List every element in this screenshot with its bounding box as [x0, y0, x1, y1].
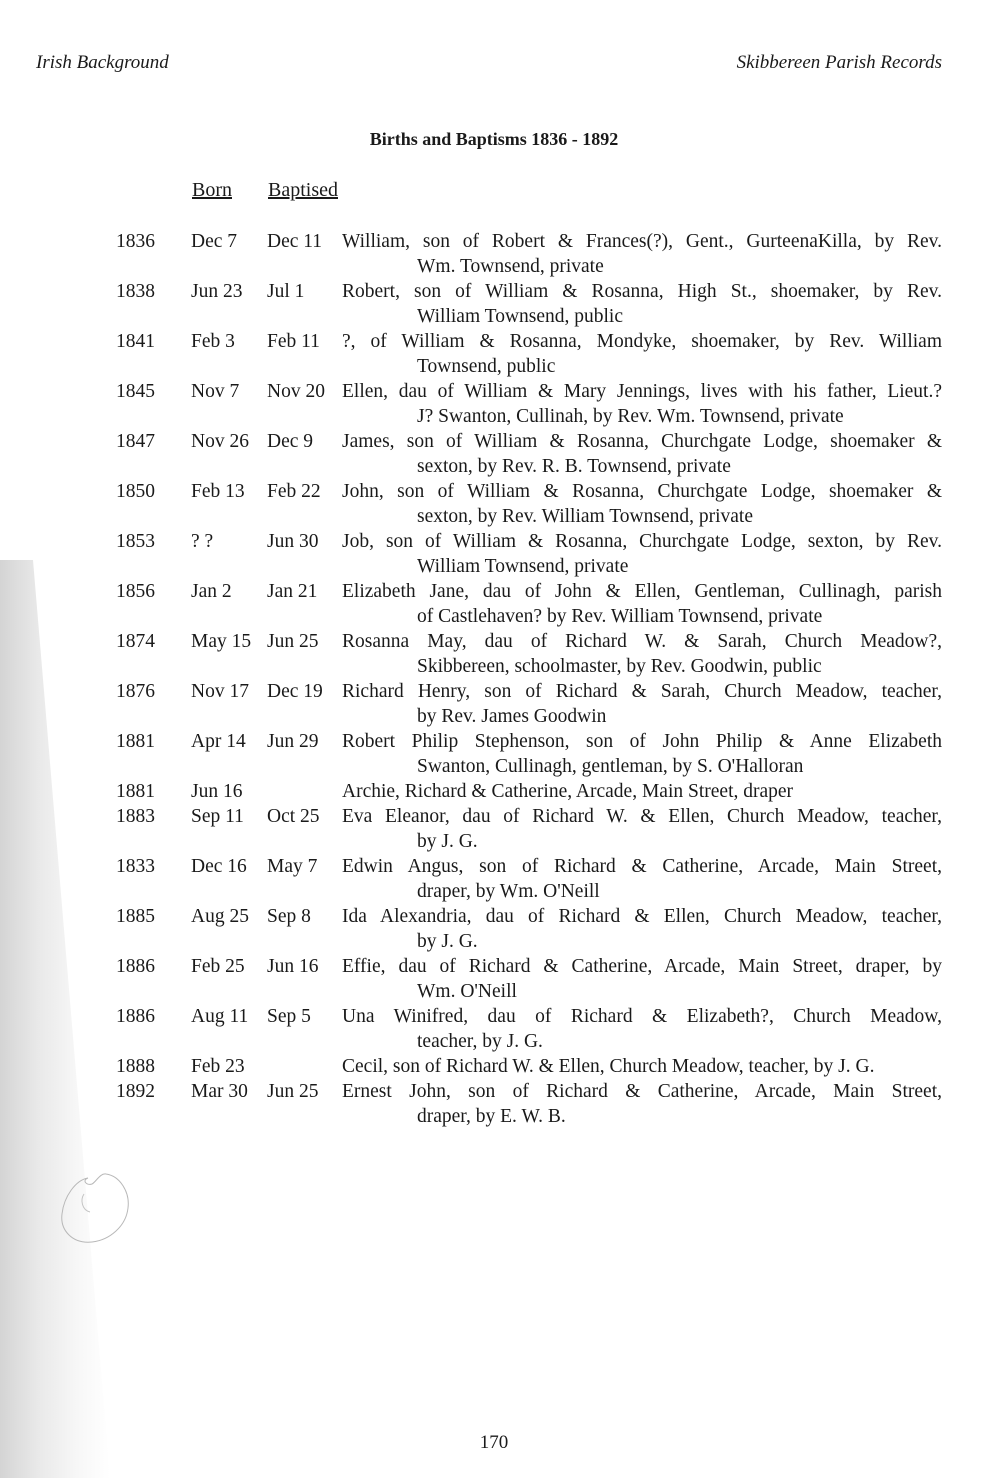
- record-description: [342, 529, 942, 579]
- record-description-line: James, son of William & Rosanna, Churchgate Lodge, shoemaker &: [342, 431, 942, 452]
- record-description-line: Robert, son of William & Rosanna, High St., shoemaker, by Rev.: [342, 281, 942, 302]
- record-row: [0, 229, 988, 279]
- record-description-line: John, son of William & Rosanna, Churchgate Lodge, shoemaker &: [342, 481, 942, 502]
- record-description-line: Archie, Richard & Catherine, Arcade, Main Street, draper: [342, 781, 794, 802]
- record-row: [0, 854, 988, 904]
- record-baptised-date: Jun 25: [267, 631, 319, 652]
- record-description-line: Ida Alexandria, dau of Richard & Ellen, Church Meadow, teacher,: [342, 906, 942, 927]
- record-year: 1883: [116, 806, 155, 827]
- record-description-continuation: Wm. Townsend, private: [417, 256, 604, 277]
- record-description: [342, 579, 942, 629]
- record-description-line: Ellen, dau of William & Mary Jennings, lives with his father, Lieut.?: [342, 381, 942, 402]
- record-description-line: Cecil, son of Richard W. & Ellen, Church Meadow, teacher, by J. G.: [342, 1056, 875, 1077]
- record-description-continuation: Townsend, public: [417, 356, 556, 377]
- record-description-line: Job, son of William & Rosanna, Churchgate Lodge, sexton, by Rev.: [342, 531, 942, 552]
- page-number: 170: [479, 1432, 509, 1453]
- record-year: 1833: [116, 856, 155, 877]
- record-description-continuation: J? Swanton, Cullinah, by Rev. Wm. Townsend, private: [417, 406, 844, 427]
- record-description: [342, 729, 942, 779]
- record-description-line: Rosanna May, dau of Richard W. & Sarah, Church Meadow?,: [342, 631, 942, 652]
- column-header-born: Born: [192, 179, 232, 201]
- record-born-date: Feb 13: [191, 481, 245, 502]
- record-description: [342, 779, 942, 804]
- record-description: [342, 229, 942, 279]
- record-born-date: Sep 11: [191, 806, 244, 827]
- record-row: [0, 729, 988, 779]
- record-born-date: Feb 3: [191, 331, 235, 352]
- record-baptised-date: Sep 8: [267, 906, 311, 927]
- record-baptised-date: Jun 16: [267, 956, 319, 977]
- record-description-line: Robert Philip Stephenson, son of John Philip & Anne Elizabeth: [342, 731, 942, 752]
- records-list: [0, 229, 988, 1129]
- record-description: [342, 679, 942, 729]
- record-description: [342, 1054, 942, 1079]
- record-baptised-date: Jan 21: [267, 581, 318, 602]
- record-born-date: Nov 26: [191, 431, 249, 452]
- record-baptised-date: Jun 29: [267, 731, 319, 752]
- record-year: 1881: [116, 781, 155, 802]
- record-year: 1853: [116, 531, 155, 552]
- record-description-continuation: by J. G.: [417, 931, 478, 952]
- record-born-date: Jan 2: [191, 581, 232, 602]
- record-row: [0, 379, 988, 429]
- record-row: [0, 1054, 988, 1079]
- record-description: [342, 954, 942, 1004]
- record-year: 1874: [116, 631, 155, 652]
- header-right: Skibbereen Parish Records: [736, 52, 942, 73]
- record-row: [0, 429, 988, 479]
- record-description: [342, 629, 942, 679]
- record-year: 1885: [116, 906, 155, 927]
- record-year: 1886: [116, 1006, 155, 1027]
- record-born-date: Aug 25: [191, 906, 249, 927]
- record-baptised-date: Dec 19: [267, 681, 323, 702]
- record-row: [0, 629, 988, 679]
- record-description-continuation: draper, by Wm. O'Neill: [417, 881, 600, 902]
- record-description-continuation: teacher, by J. G.: [417, 1031, 543, 1052]
- record-description: [342, 329, 942, 379]
- record-year: 1881: [116, 731, 155, 752]
- record-description-continuation: by J. G.: [417, 831, 478, 852]
- record-baptised-date: Oct 25: [267, 806, 320, 827]
- record-baptised-date: Jun 25: [267, 1081, 319, 1102]
- record-description-line: Una Winifred, dau of Richard & Elizabeth?, Church Meadow,: [342, 1006, 942, 1027]
- record-row: [0, 279, 988, 329]
- record-baptised-date: Dec 11: [267, 231, 323, 252]
- record-baptised-date: May 7: [267, 856, 318, 877]
- record-baptised-date: Jul 1: [267, 281, 305, 302]
- record-year: 1892: [116, 1081, 155, 1102]
- record-description-continuation: William Townsend, private: [417, 556, 629, 577]
- record-description-continuation: Skibbereen, schoolmaster, by Rev. Goodwin, public: [417, 656, 822, 677]
- record-year: 1836: [116, 231, 155, 252]
- record-year: 1876: [116, 681, 155, 702]
- record-born-date: Jun 23: [191, 281, 243, 302]
- record-born-date: Dec 7: [191, 231, 238, 252]
- record-year: 1886: [116, 956, 155, 977]
- record-year: 1838: [116, 281, 155, 302]
- record-description-line: Eva Eleanor, dau of Richard W. & Ellen, Church Meadow, teacher,: [342, 806, 942, 827]
- record-year: 1888: [116, 1056, 155, 1077]
- record-description: [342, 279, 942, 329]
- header-left: Irish Background: [36, 52, 169, 73]
- record-description-continuation: Wm. O'Neill: [417, 981, 517, 1002]
- paper-stain-mark: [58, 1170, 132, 1248]
- record-row: [0, 329, 988, 379]
- record-born-date: Aug 11: [191, 1006, 249, 1027]
- record-description: [342, 429, 942, 479]
- record-born-date: May 15: [191, 631, 252, 652]
- record-born-date: Mar 30: [191, 1081, 248, 1102]
- column-header-baptised: Baptised: [268, 179, 338, 201]
- record-description-line: Edwin Angus, son of Richard & Catherine, Arcade, Main Street,: [342, 856, 942, 877]
- record-description-line: Elizabeth Jane, dau of John & Ellen, Gentleman, Cullinagh, parish: [342, 581, 942, 602]
- record-description: [342, 1079, 942, 1129]
- record-baptised-date: Nov 20: [267, 381, 325, 402]
- record-born-date: Jun 16: [191, 781, 243, 802]
- record-row: [0, 904, 988, 954]
- record-born-date: Feb 25: [191, 956, 245, 977]
- record-description: [342, 1004, 942, 1054]
- record-row: [0, 954, 988, 1004]
- record-description: [342, 804, 942, 854]
- record-row: [0, 579, 988, 629]
- record-description-line: William, son of Robert & Frances(?), Gent., GurteenaKilla, by Rev.: [342, 231, 942, 252]
- record-baptised-date: Feb 11: [267, 331, 320, 352]
- record-baptised-date: Sep 5: [267, 1006, 311, 1027]
- record-born-date: Dec 16: [191, 856, 247, 877]
- record-description: [342, 379, 942, 429]
- record-description: [342, 904, 942, 954]
- record-born-date: Nov 7: [191, 381, 240, 402]
- record-description-continuation: William Townsend, public: [417, 306, 624, 327]
- record-row: [0, 779, 988, 804]
- record-row: [0, 679, 988, 729]
- record-row: [0, 479, 988, 529]
- record-born-date: Nov 17: [191, 681, 249, 702]
- record-row: [0, 529, 988, 579]
- record-description-line: ?, of William & Rosanna, Mondyke, shoemaker, by Rev. William: [342, 331, 942, 352]
- record-born-date: ? ?: [191, 531, 214, 552]
- record-year: 1841: [116, 331, 155, 352]
- record-description-continuation: draper, by E. W. B.: [417, 1106, 566, 1127]
- record-baptised-date: Jun 30: [267, 531, 319, 552]
- record-description-continuation: by Rev. James Goodwin: [417, 706, 607, 727]
- record-row: [0, 1079, 988, 1129]
- record-description-continuation: of Castlehaven? by Rev. William Townsend, private: [417, 606, 823, 627]
- record-description-continuation: sexton, by Rev. R. B. Townsend, private: [417, 456, 731, 477]
- record-description: [342, 479, 942, 529]
- record-description: [342, 854, 942, 904]
- record-row: [0, 1004, 988, 1054]
- record-description-line: Ernest John, son of Richard & Catherine, Arcade, Main Street,: [342, 1081, 942, 1102]
- page-title: Births and Baptisms 1836 - 1892: [369, 129, 619, 149]
- record-description-line: Richard Henry, son of Richard & Sarah, Church Meadow, teacher,: [342, 681, 942, 702]
- record-baptised-date: Feb 22: [267, 481, 321, 502]
- record-year: 1856: [116, 581, 155, 602]
- record-row: [0, 804, 988, 854]
- record-description-line: Effie, dau of Richard & Catherine, Arcade, Main Street, draper, by: [342, 956, 942, 977]
- record-year: 1847: [116, 431, 155, 452]
- record-baptised-date: Dec 9: [267, 431, 314, 452]
- record-born-date: Apr 14: [191, 731, 246, 752]
- record-year: 1845: [116, 381, 155, 402]
- record-born-date: Feb 23: [191, 1056, 245, 1077]
- record-description-continuation: sexton, by Rev. William Townsend, private: [417, 506, 753, 527]
- record-year: 1850: [116, 481, 155, 502]
- record-description-continuation: Swanton, Cullinagh, gentleman, by S. O'Halloran: [417, 756, 804, 777]
